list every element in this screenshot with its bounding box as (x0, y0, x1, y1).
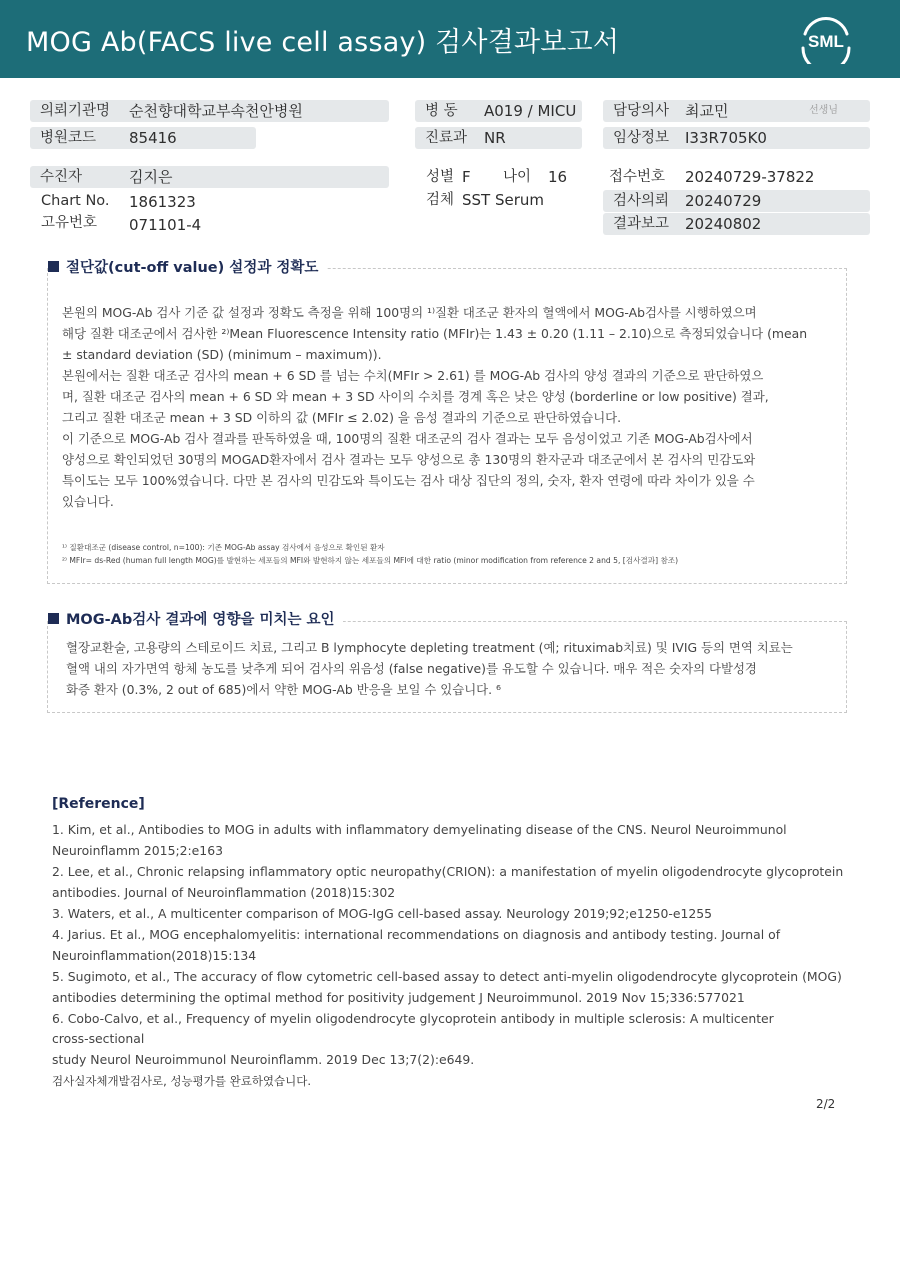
section-bullet-icon (48, 613, 59, 624)
reference-line: cross-sectional (52, 1031, 145, 1046)
factors-line: 혈장교환술, 고용량의 스테로이드 치료, 그리고 B lymphocyte depleting treatment (예; rituximab치료) 및 IVIG 등의 면역 치료는 (66, 640, 793, 655)
report-date-value: 20240802 (685, 215, 762, 233)
reference-line: 3. Waters, et al., A multicenter comparison of MOG-IgG cell-based assay. Neurology 2019;92;e1250-e1255 (52, 906, 713, 921)
cutoff-line: ± standard deviation (SD) (minimum – maximum)). (62, 347, 382, 362)
reference-line: 5. Sugimoto, et al., The accuracy of flow cytometric cell-based assay to detect anti-myelin oligodendrocyte glycoprotein (MOG) (52, 969, 842, 984)
reference-line: antibodies. Journal of Neuroinflammation (2018)15:302 (52, 885, 396, 900)
institution-value: 순천향대학교부속천안병원 (129, 102, 303, 120)
logo-text: SML (808, 32, 844, 51)
age-label: 나이 (503, 169, 532, 185)
patient-value: 김지은 (129, 168, 173, 186)
department-value: NR (484, 129, 506, 147)
cutoff-line: 해당 질환 대조군에서 검사한 ²⁾Mean Fluorescence Intensity ratio (MFIr)는 1.43 ± 0.20 (1.11 – 2.10)으로 측정되었습니다 (mean (62, 326, 808, 341)
cutoff-line: 본원에서는 질환 대조군 검사의 mean + 6 SD 를 넘는 수치(MFIr > 2.61) 를 MOG-Ab 검사의 양성 결과의 기준으로 판단하였으 (62, 368, 764, 383)
section-bullet-icon (48, 261, 59, 272)
reference-line: 2. Lee, et al., Chronic relapsing inflammatory optic neuropathy(CRION): a manifestation of myelin oligodendrocyte glycoprotein (52, 864, 844, 879)
cutoff-section-title (48, 257, 326, 279)
sml-logo (797, 14, 855, 64)
doctor-label: 담당의사 (613, 103, 670, 119)
ward-label: 병 동 (425, 103, 458, 119)
hospital-code-label: 병원코드 (40, 130, 97, 146)
chart-no-value: 1861323 (129, 193, 196, 211)
cutoff-line: 본원의 MOG-Ab 검사 기준 값 설정과 정확도 측정을 위해 100명의 ¹⁾질환 대조군 환자의 혈액에서 MOG-Ab검사를 시행하였으며 (62, 305, 757, 320)
specimen-label: 검체 (426, 192, 455, 208)
request-date-label: 검사의뢰 (613, 193, 670, 209)
reference-line: 4. Jarius. Et al., MOG encephalomyelitis: international recommendations on diagnosis and antibody testing. Journal of (52, 927, 781, 942)
reference-line: antibodies determining the optimal method for positivity judgement J Neuroimmunol. 2019 Nov 15;336:577021 (52, 990, 745, 1005)
ward-value: A019 / MICU (484, 102, 577, 120)
reference-line: Neuroinflamm 2015;2:e163 (52, 843, 223, 858)
receipt-no-value: 20240729-37822 (685, 168, 815, 186)
receipt-no-label: 접수번호 (609, 169, 666, 185)
validation-note: 검사실자체개발검사로, 성능평가를 완료하였습니다. (52, 1074, 312, 1088)
cutoff-line: 양성으로 확인되었던 30명의 MOGAD환자에서 검사 결과는 모두 양성으로 총 130명의 환자군과 대조군에서 본 검사의 민감도와 (62, 452, 756, 467)
chart-no-label: Chart No. (41, 193, 110, 209)
footnote-2: ²⁾ MFIr= ds-Red (human full length MOG)를 발현하는 세포들의 MFI와 발현하지 않는 세포들의 MFI에 대한 ratio (minor modification from reference 2 and 5, [검사결과] 참조) (62, 556, 679, 565)
sex-value: F (462, 168, 471, 186)
patient-label: 수진자 (40, 169, 83, 185)
factors-line: 혈액 내의 자가면역 항체 농도를 낮추게 되어 검사의 위음성 (false negative)를 유도할 수 있습니다. 매우 적은 숫자의 다발성경 (66, 661, 757, 676)
report-header (0, 0, 900, 78)
cutoff-section-title-text: 절단값(cut-off value) 설정과 정확도 (66, 260, 319, 276)
unique-no-value: 071101-4 (129, 216, 202, 234)
specimen-value: SST Serum (462, 191, 545, 209)
doctor-value: 최교민 (685, 102, 729, 120)
report-date-label: 결과보고 (613, 216, 670, 232)
reference-title: [Reference] (52, 796, 145, 812)
factors-section-title (48, 609, 343, 631)
report-title: MOG Ab(FACS live cell assay) 검사결과보고서 (26, 27, 620, 58)
footnote-1: ¹⁾ 질환대조군 (disease control, n=100): 기존 MOG-Ab assay 검사에서 음성으로 확인된 환자 (62, 543, 385, 552)
clinical-info-label: 임상정보 (613, 130, 670, 146)
reference-line: 6. Cobo-Calvo, et al., Frequency of myelin oligodendrocyte glycoprotein antibody in multiple sclerosis: A multicenter (52, 1011, 774, 1026)
unique-no-label: 고유번호 (41, 215, 98, 231)
institution-label: 의뢰기관명 (40, 103, 111, 119)
sex-label: 성별 (426, 169, 455, 185)
doctor-suffix: 선생님 (809, 105, 838, 116)
cutoff-line: 있습니다. (62, 494, 114, 509)
page-number: 2/2 (816, 1097, 836, 1111)
cutoff-line: 며, 질환 대조군 검사의 mean + 6 SD 와 mean + 3 SD 사이의 수치를 경계 혹은 낮은 양성 (borderline or low positive) 결과, (62, 389, 769, 404)
reference-line: study Neurol Neuroimmunol Neuroinflamm. 2019 Dec 13;7(2):e649. (52, 1052, 475, 1067)
request-date-value: 20240729 (685, 192, 762, 210)
cutoff-line: 특이도는 모두 100%였습니다. 다만 본 검사의 민감도와 특이도는 검사 대상 집단의 정의, 숫자, 환자 연령에 따라 차이가 있을 수 (62, 473, 755, 488)
reference-line: Neuroinflammation(2018)15:134 (52, 948, 257, 963)
factors-line: 화증 환자 (0.3%, 2 out of 685)에서 약한 MOG-Ab 반응을 보일 수 있습니다. ⁶ (66, 682, 501, 697)
clinical-info-value: I33R705K0 (685, 129, 767, 147)
age-value: 16 (548, 168, 568, 186)
patient-row (30, 166, 389, 188)
hospital-code-value: 85416 (129, 129, 177, 147)
cutoff-line: 이 기준으로 MOG-Ab 검사 결과를 판독하였을 때, 100명의 질환 대조군의 검사 결과는 모두 음성이었고 기존 MOG-Ab검사에서 (62, 431, 753, 446)
department-label: 진료과 (425, 130, 468, 146)
factors-section-title-text: MOG-Ab검사 결과에 영향을 미치는 요인 (66, 612, 335, 628)
cutoff-line: 그리고 질환 대조군 mean + 3 SD 이하의 값 (MFIr ≤ 2.02) 을 음성 결과의 기준으로 판단하였습니다. (62, 410, 622, 425)
reference-line: 1. Kim, et al., Antibodies to MOG in adults with inflammatory demyelinating disease of the CNS. Neurol Neuroimmunol (52, 822, 787, 837)
